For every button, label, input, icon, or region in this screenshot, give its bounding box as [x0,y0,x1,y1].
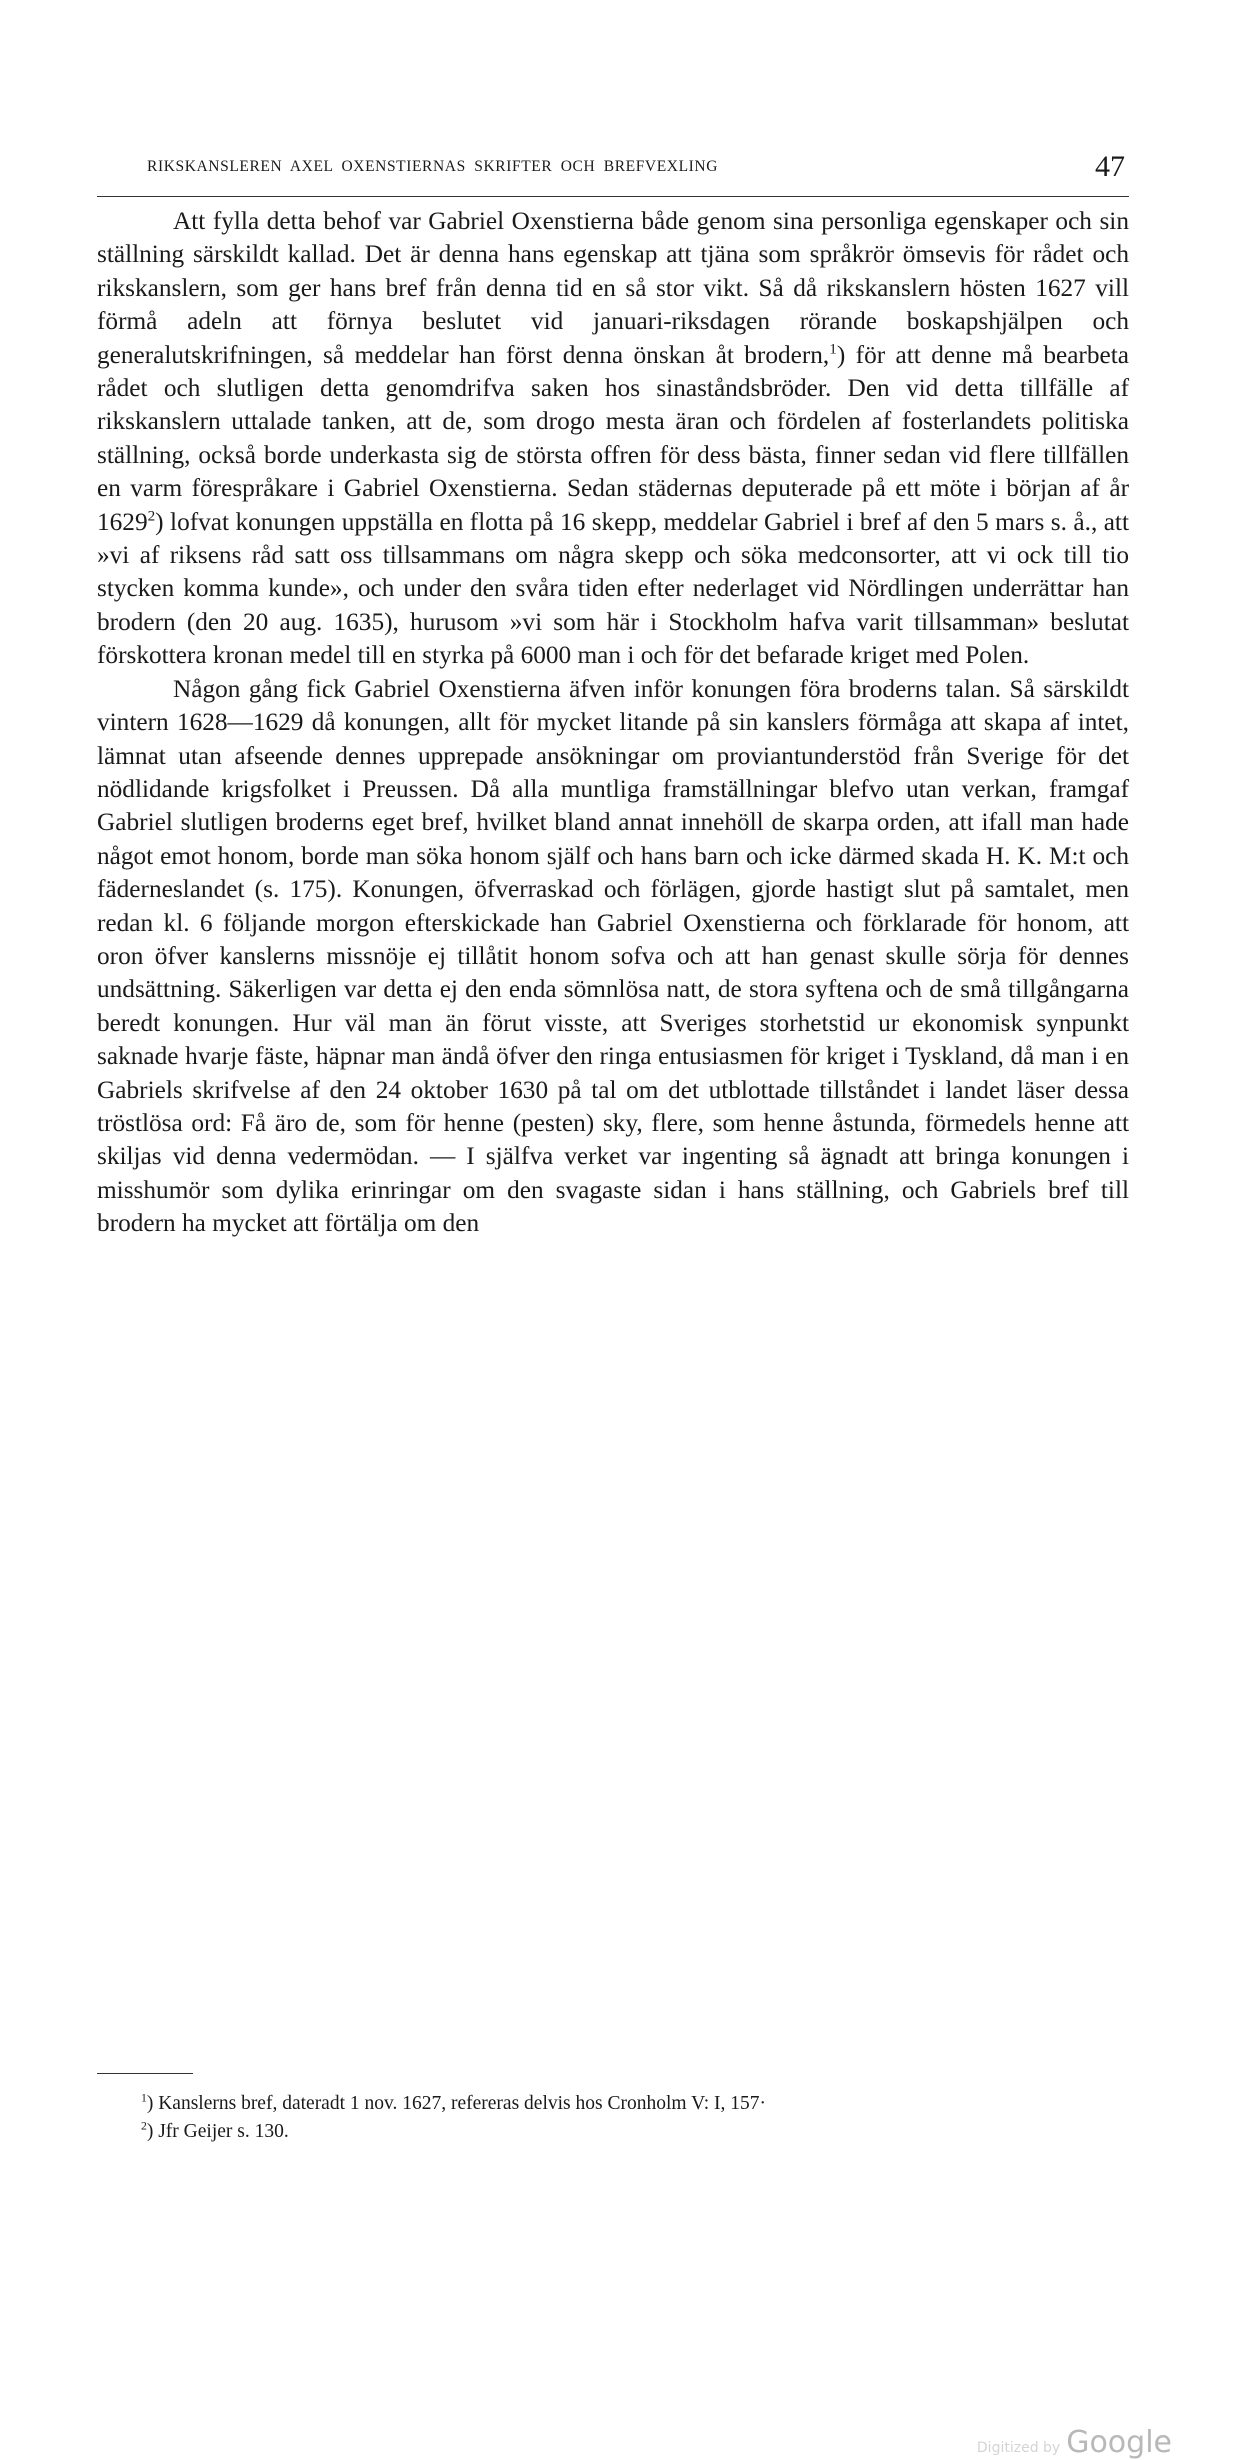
paragraph [97,205,1129,673]
footnote-divider [97,2073,193,2074]
text-run: ) lofvat konungen uppställa en flotta på 16 skepp, meddelar Gabriel i bref af den 5 mars s. å., att »vi af riksens råd satt oss tillsammans om några skepp och söka medconsorter, att vi ock till tio stycken komma kunde», och under den svåra tiden efter nederlaget vid Nördlingen underrättar han brodern (den 20 aug. 1635), hurusom »vi som här i Stockholm hafva varit tillsamman» beslutat förskottera kronan medel till en styrka på 6000 man i och för det befarade kriget med Polen. [97,507,1129,670]
footnote-text: ) Jfr Geijer s. 130. [146,2121,289,2142]
footnote-marker: 2 [141,2119,147,2133]
footnote-ref: 2 [147,507,156,525]
footnote-ref: 1 [829,340,837,358]
footnotes [97,2090,1129,2146]
running-head: RIKSKANSLEREN AXEL OXENSTIERNAS SKRIFTER OCH BREFVEXLING [147,158,719,175]
watermark-brand: Google [1066,2425,1172,2460]
footnote-text: ) Kanslerns bref, dateradt 1 nov. 1627, refereras delvis hos Cronholm V: I, 157· [146,2093,766,2114]
footnote-marker: 1 [141,2091,147,2105]
text-run: Någon gång fick Gabriel Oxenstierna äfven inför konungen föra broderns talan. Så särskildt vintern 1628—1629 då konungen, allt för mycket litande på sin kanslers förmåga att skapa af intet, lämnat utan afseende dennes upprepade ansökningar om proviantunderstöd från Sverige för det nödlidande krigsfolket i Preussen. Då alla muntliga framställningar blefvo utan verkan, framgaf Gabriel slutligen broderns eget bref, hvilket bland annat innehöll de skarpa orden, att ifall man hade något emot honom, borde man söka honom själf och hans barn och icke därmed skada H. K. M:t och fäderneslandet (s. 175). Konungen, öfverraskad och förlägen, gjorde hastigt slut på samtalet, men redan kl. 6 följande morgon efterskickade han Gabriel Oxenstierna och förklarade för honom, att oron öfver kanslerns missnöje ej tillåtit honom sofva och att han genast skulle sörja för dennes undsättning. Säkerligen var detta ej den enda sömnlösa natt, de stora syftena och de små tillgångarna beredt konungen. Hur väl man än förut visste, att Sveriges storhetstid ur ekonomisk synpunkt saknade hvarje fäste, häpnar man ändå öfver den ringa entusiasmen för kriget i Tyskland, då man i en Gabriels skrifvelse af den 24 oktober 1630 på tal om det utblottade tillståndet i landet läser dessa tröstlösa ord: Få äro de, som för henne (pesten) sky, flere, som henne åstunda, förmedels henne att skiljas vid denna vedermödan. — I själfva verket var ingenting så ägnadt att bringa konungen i misshumör som dylika erinringar om den svagaste sidan i hans ställning, och Gabriels bref till brodern ha mycket att förtälja om den [97,674,1129,1238]
page-number: 47 [1095,150,1125,183]
digitizer-watermark [977,2425,1172,2460]
page-header [97,150,1129,197]
footnote [97,2090,1129,2118]
footnote [97,2118,1129,2146]
text-run: Att fylla detta behof var Gabriel Oxenstierna både genom sina personliga egenskaper och sin ställning särskildt kallad. Det är denna hans egenskap att tjäna som språkrör ömsevis för rådet och rikskanslern, som ger hans bref från denna tid en så stor vikt. Så då rikskanslern hösten 1627 vill förmå adeln att förnya beslutet vid januari-riksdagen rörande boskapshjälpen och generalutskrifningen, så meddelar han först denna önskan åt brodern, [97,207,1129,369]
body-text [97,205,1129,1241]
paragraph [97,673,1129,1241]
watermark-faint-text: Digitized by [976,2440,1061,2456]
text-run: ) för att denne må bearbeta rådet och slutligen detta genomdrifva saken hos sinaståndsbröder. Den vid detta tillfälle af rikskanslern uttalade tanken, att de, som drogo mesta äran och fördelen af fosterlandets politiska ställning, också borde underkasta sig de största offren för dess bästa, finner sedan vid flere tillfällen en varm förespråkare i Gabriel Oxenstierna. Sedan städernas deputerade på ett möte i början af år 1629 [97,340,1129,536]
